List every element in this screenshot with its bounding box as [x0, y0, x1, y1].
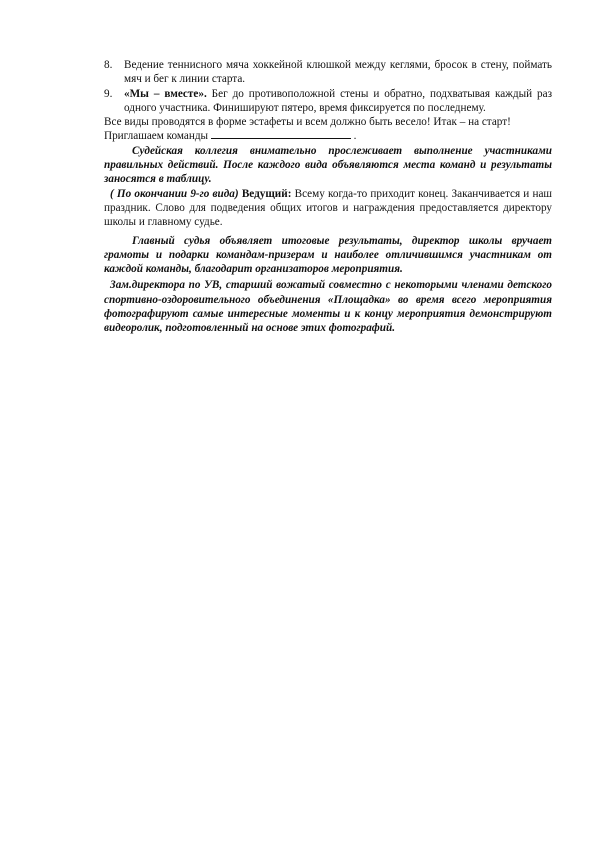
list-item-8: [104, 58, 552, 87]
list-text: Ведение теннисного мяча хоккейной клюшкой между кеглями, бросок в стену, поймать мяч и бег к линии старта.: [124, 59, 552, 86]
list-number: 8.: [104, 59, 113, 71]
host-speech: Всему когда-то приходит конец. Заканчивается и наш праздник. Слово для подведения общих итогов и награждения предоставляется директору школы и главному судье.: [104, 187, 553, 229]
list-number: 9.: [104, 87, 113, 100]
host-label: Ведущий:: [241, 187, 292, 200]
judges-paragraph: Судейская коллегия внимательно прослеживает выполнение участниками правильных действий. После каждого вида объявляются места команд и результаты заносятся в таблицу.: [104, 144, 552, 186]
invite-end: .: [353, 130, 357, 143]
after-stage-note: ( По окончании 9-го вида): [110, 187, 239, 200]
list-text: [124, 87, 552, 116]
deputy-paragraph: Зам.директора по УВ, старший вожатый совместно с некоторыми членами детского спортивно-оздоровительного объединения «Площадка» во время всего мероприятия фотографируют самые интересные моменты и к концу мероприятия демонстрируют видеоролик, подготовленный на основе этих фотографий.: [104, 279, 552, 335]
host-paragraph: [104, 187, 552, 230]
list-item-9: [104, 87, 552, 116]
game-title: «Мы – вместе».: [124, 87, 207, 100]
invite-text: Приглашаем команды: [104, 130, 209, 143]
game-description: Бег до противоположной стены и обратно, подхватывая каждый раз одного участника. Финишируют пятеро, время фиксируется по последнему.: [124, 87, 553, 114]
invite-paragraph: [104, 129, 552, 143]
document-page: [104, 58, 552, 336]
team-name-blank: [211, 129, 351, 139]
relay-paragraph: Все виды проводятся в форме эстафеты и всем должно быть весело! Итак – на старт!: [104, 116, 511, 129]
chief-judge-paragraph: Главный судья объявляет итоговые результаты, директор школы вручает грамоты и подарки командам-призерам и наиболее отличившимся участникам от каждой команды, благодарит организаторов мероприятия.: [104, 234, 552, 276]
